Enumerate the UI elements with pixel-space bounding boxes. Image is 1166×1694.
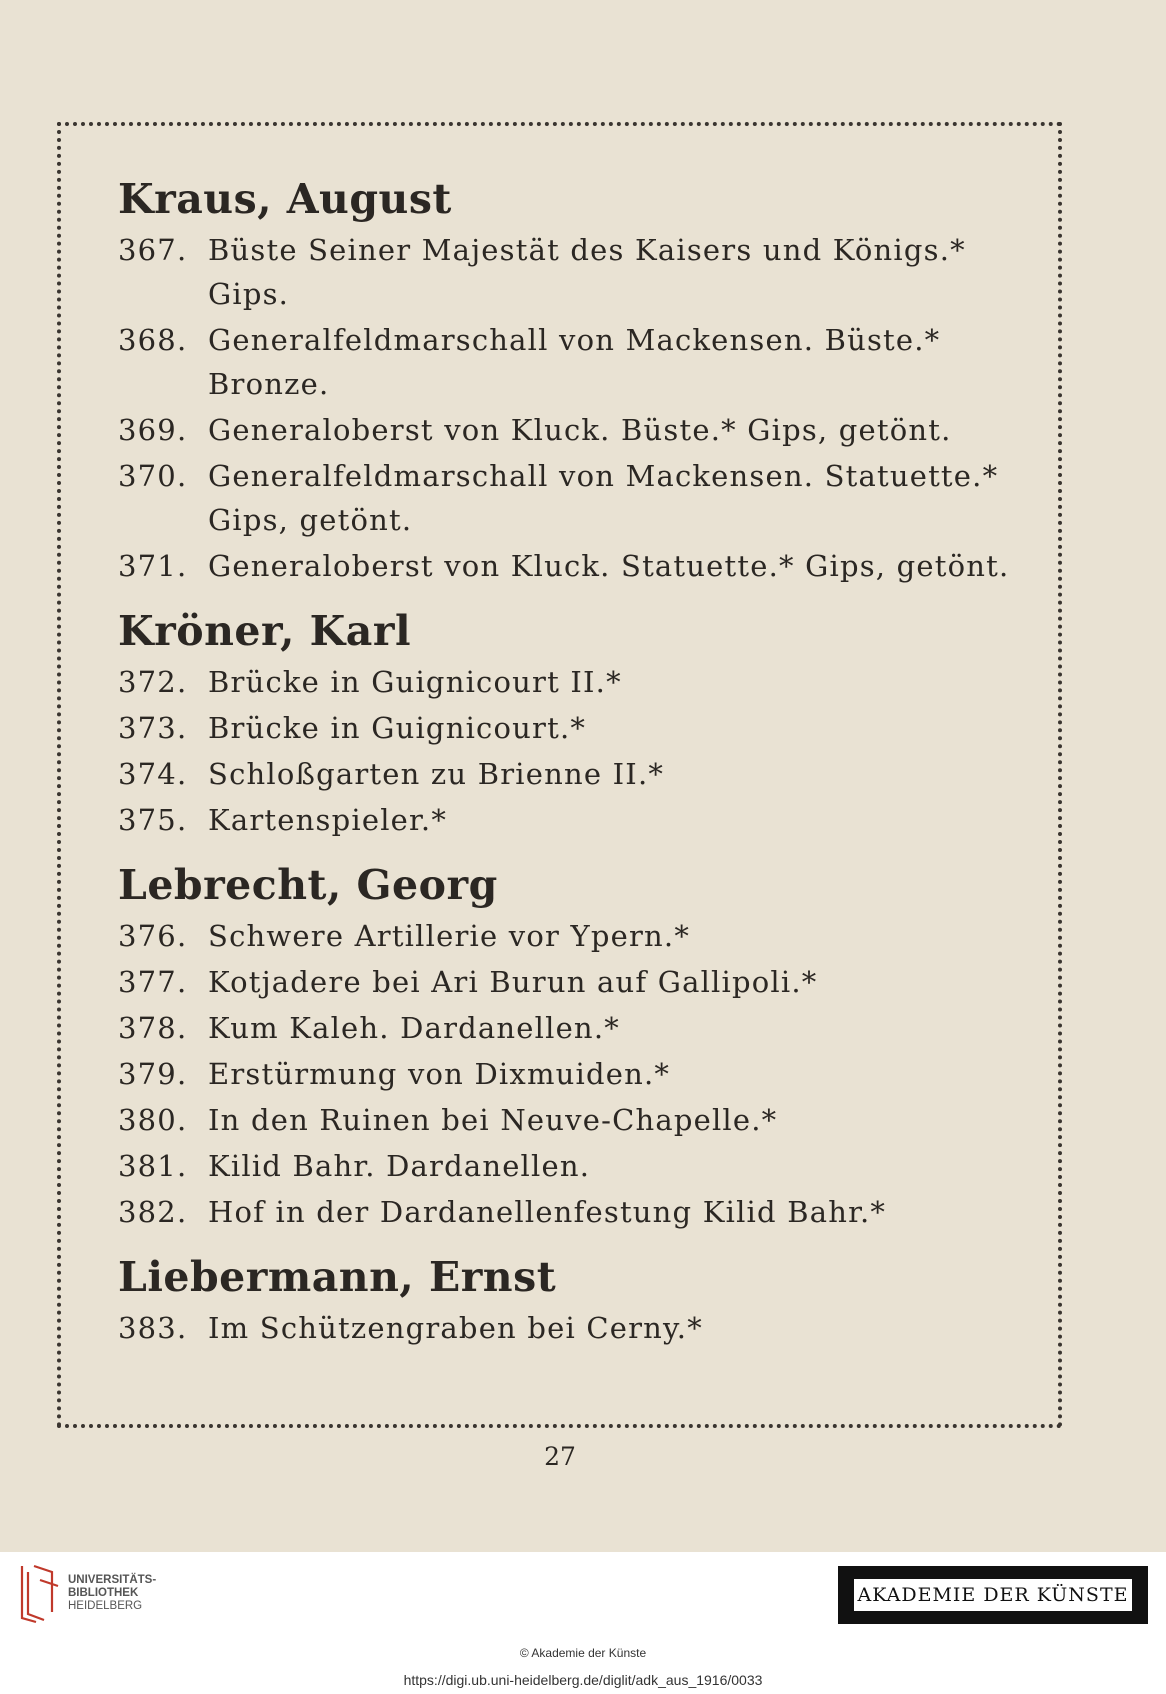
library-line: BIBLIOTHEK (68, 1587, 139, 1599)
list-item (118, 544, 1018, 588)
entry-title: Brücke in Guignicourt.* (208, 711, 587, 745)
publisher-badge-label: AKADEMIE DER KÜNSTE (854, 1579, 1132, 1611)
list-item (118, 408, 1018, 452)
entry-list (118, 1306, 1018, 1350)
entry-number: 380. (118, 1103, 188, 1137)
entry-title: In den Ruinen bei Neuve-Chapelle.* (208, 1103, 778, 1137)
copyright-notice: © Akademie der Künste (519, 1646, 647, 1660)
list-item (118, 1144, 1018, 1188)
entry-number: 382. (118, 1195, 188, 1229)
entry-number: 372. (118, 665, 188, 699)
entry-title: Hof in der Dardanellenfestung Kilid Bahr.* (208, 1195, 887, 1229)
publisher-badge[interactable] (838, 1566, 1148, 1624)
artist-heading: Liebermann, Ernst (118, 1253, 557, 1301)
entry-title: Generalfeldmarschall von Mackensen. Statuette.* Gips, getönt. (208, 459, 999, 537)
page-number: 27 (544, 1442, 576, 1471)
entry-title: Generalfeldmarschall von Mackensen. Büste.* Bronze. (208, 323, 941, 401)
library-line: HEIDELBERG (68, 1600, 143, 1612)
list-item (118, 318, 1018, 406)
list-item (118, 914, 1018, 958)
entry-number: 377. (118, 965, 188, 999)
entry-number: 383. (118, 1311, 188, 1345)
section-kroener (118, 606, 1018, 842)
permalink-url[interactable]: https://digi.ub.uni-heidelberg.de/diglit/adk_aus_1916/0033 (403, 1672, 763, 1688)
entry-number: 368. (118, 323, 188, 357)
entry-number: 381. (118, 1149, 188, 1183)
list-item (118, 660, 1018, 704)
entry-title: Im Schützengraben bei Cerny.* (208, 1311, 703, 1345)
catalog-content (118, 168, 1018, 1368)
entry-title: Kotjadere bei Ari Burun auf Gallipoli.* (208, 965, 818, 999)
entry-title: Erstürmung von Dixmuiden.* (208, 1057, 671, 1091)
entry-title: Generaloberst von Kluck. Statuette.* Gips, getönt. (208, 549, 1010, 583)
list-item (118, 752, 1018, 796)
list-item (118, 228, 1018, 316)
entry-number: 379. (118, 1057, 188, 1091)
university-library-name[interactable] (68, 1574, 156, 1613)
entry-number: 369. (118, 413, 188, 447)
entry-number: 370. (118, 459, 188, 493)
list-item (118, 706, 1018, 750)
entry-number: 376. (118, 919, 188, 953)
list-item (118, 1306, 1018, 1350)
entry-title: Büste Seiner Majestät des Kaisers und Königs.* Gips. (208, 233, 966, 311)
list-item (118, 960, 1018, 1004)
entry-title: Schloßgarten zu Brienne II.* (208, 757, 665, 791)
entry-title: Kartenspieler.* (208, 803, 448, 837)
entry-number: 373. (118, 711, 188, 745)
university-library-logo-icon[interactable] (14, 1562, 64, 1626)
list-item (118, 1052, 1018, 1096)
section-lebrecht (118, 860, 1018, 1234)
artist-heading: Lebrecht, Georg (118, 861, 498, 909)
list-item (118, 1006, 1018, 1050)
entry-number: 375. (118, 803, 188, 837)
artist-heading: Kraus, August (118, 175, 452, 223)
section-liebermann (118, 1252, 1018, 1350)
entry-number: 374. (118, 757, 188, 791)
entry-number: 371. (118, 549, 188, 583)
entry-title: Brücke in Guignicourt II.* (208, 665, 622, 699)
entry-list (118, 914, 1018, 1234)
entry-number: 378. (118, 1011, 188, 1045)
artist-heading: Kröner, Karl (118, 607, 412, 655)
list-item (118, 1098, 1018, 1142)
entry-list (118, 228, 1018, 588)
entry-list (118, 660, 1018, 842)
list-item (118, 1190, 1018, 1234)
list-item (118, 798, 1018, 842)
entry-title: Schwere Artillerie vor Ypern.* (208, 919, 691, 953)
entry-number: 367. (118, 233, 188, 267)
entry-title: Kilid Bahr. Dardanellen. (208, 1149, 591, 1183)
list-item (118, 454, 1018, 542)
section-kraus (118, 174, 1018, 588)
library-line: UNIVERSITÄTS- (68, 1574, 157, 1586)
entry-title: Kum Kaleh. Dardanellen.* (208, 1011, 620, 1045)
entry-title: Generaloberst von Kluck. Büste.* Gips, getönt. (208, 413, 952, 447)
